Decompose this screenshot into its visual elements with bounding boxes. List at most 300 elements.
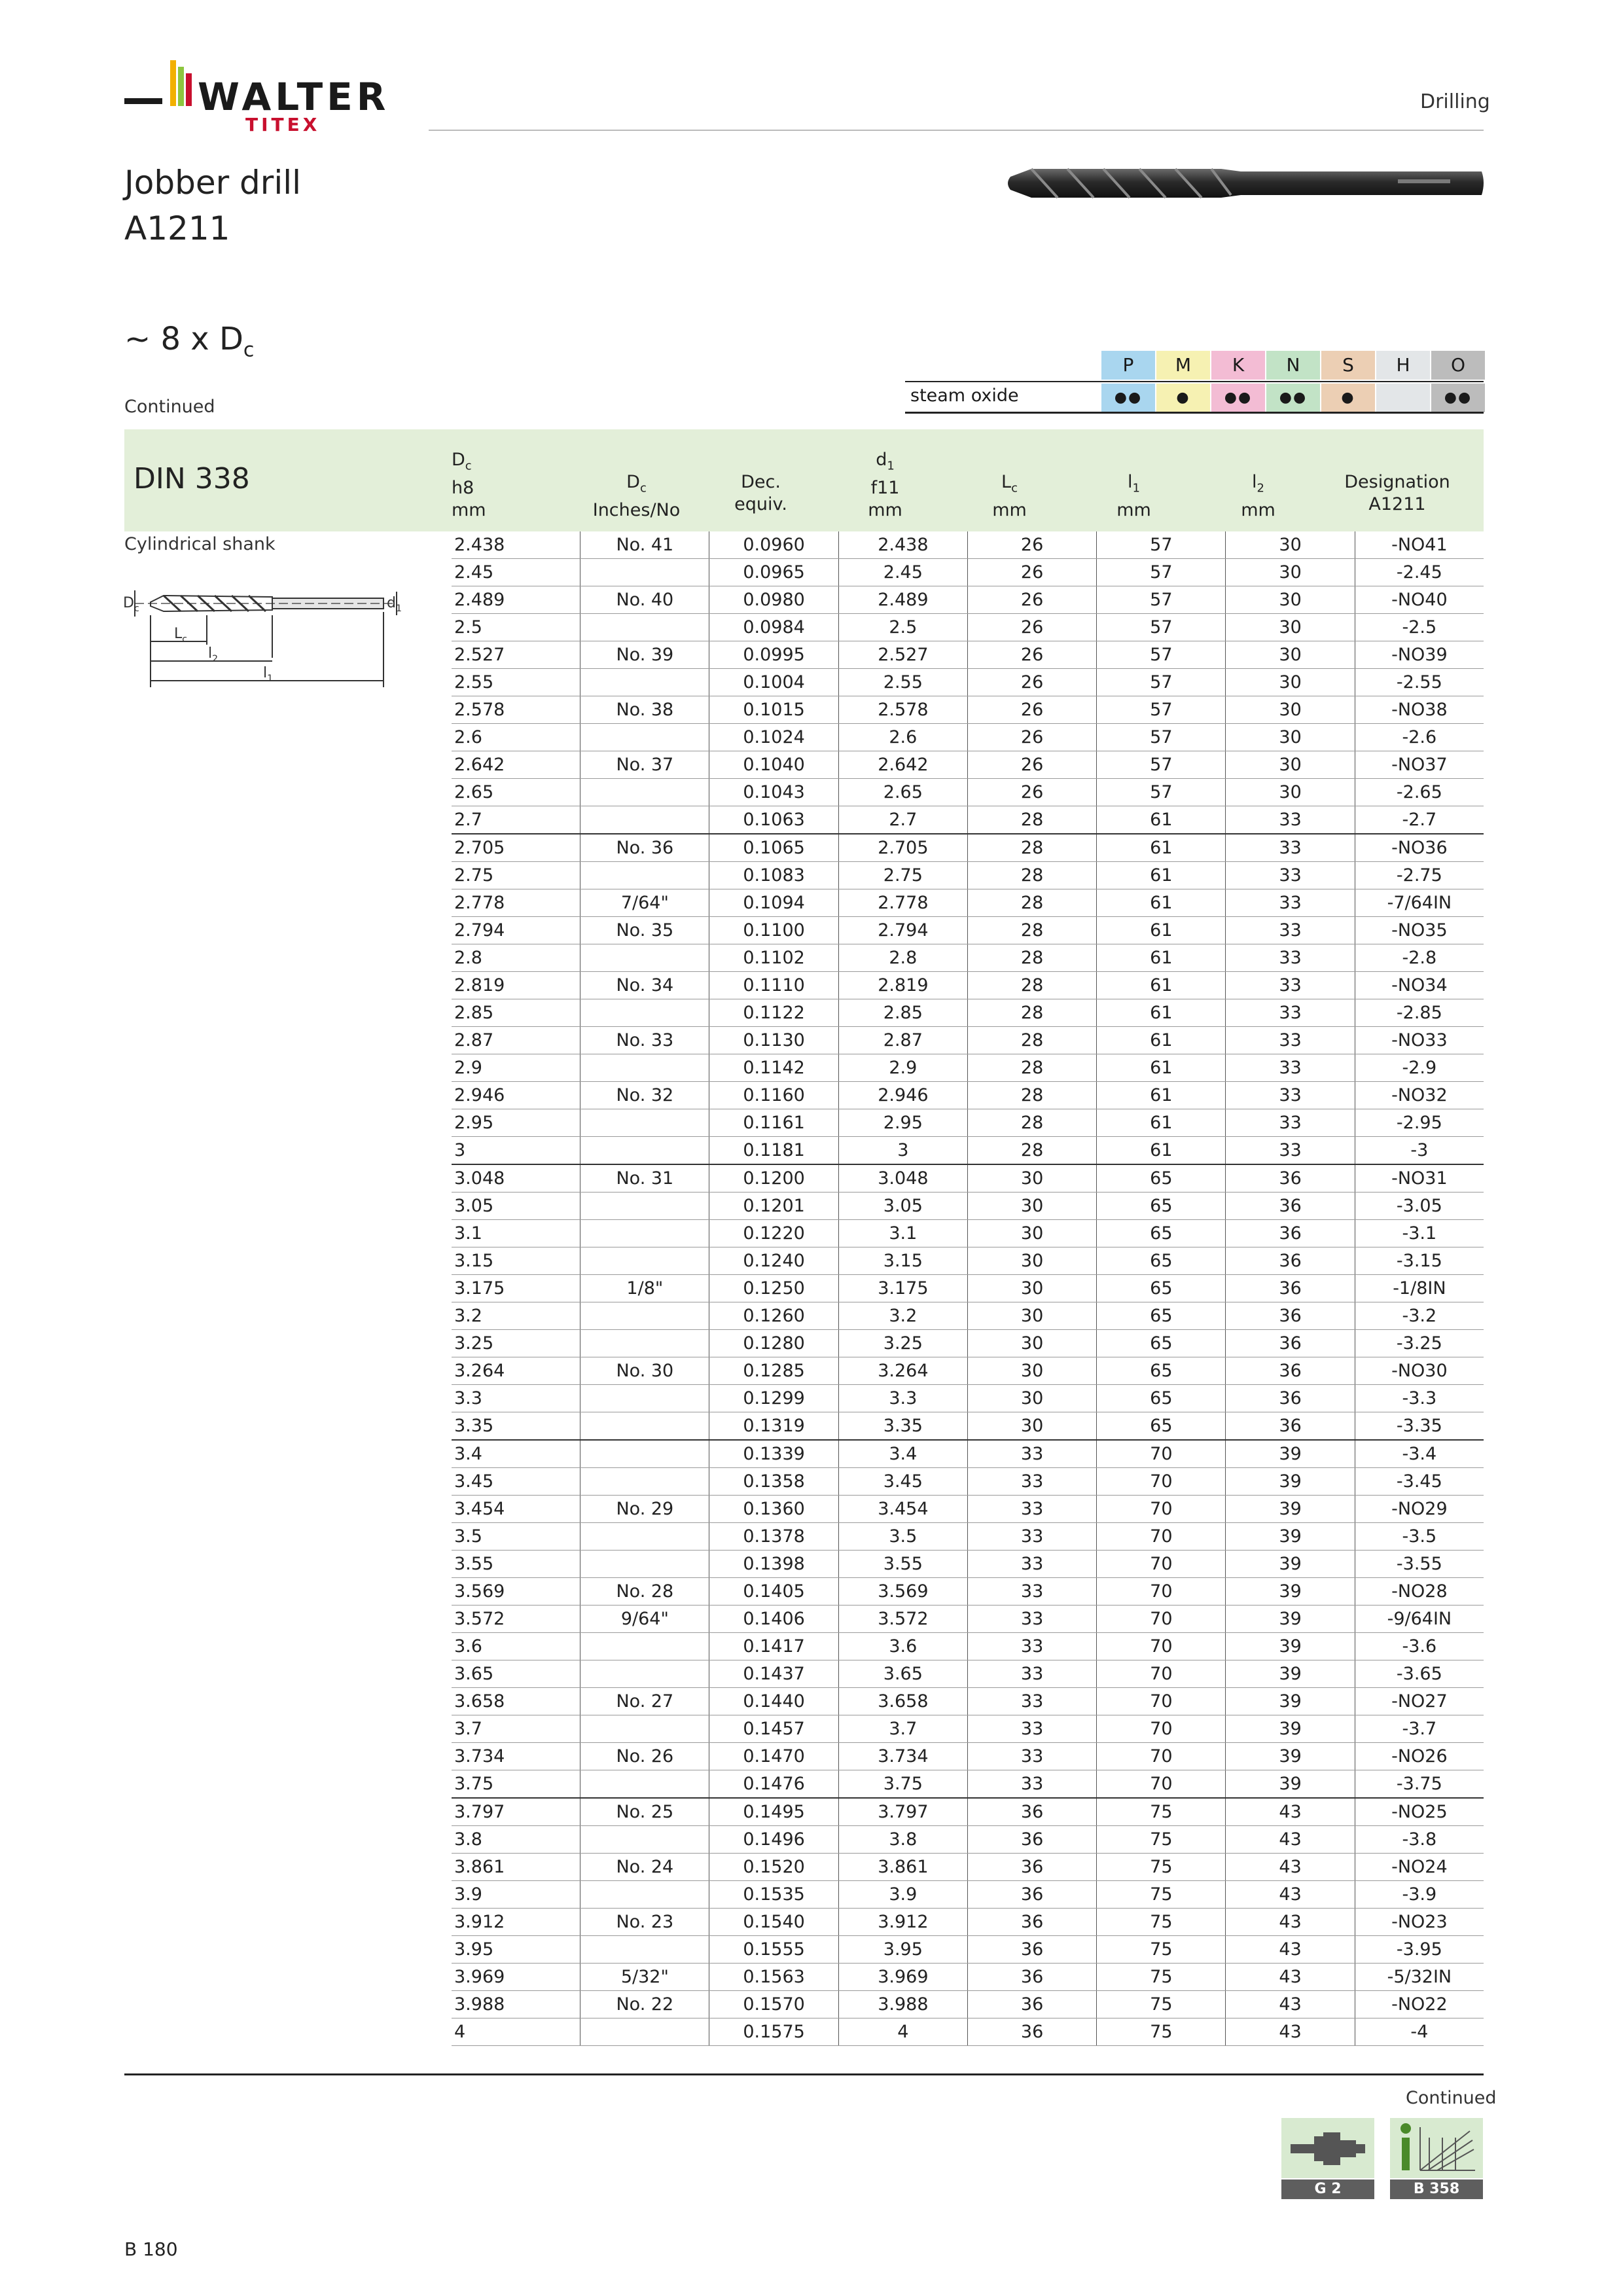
table-cell: 39 (1226, 1605, 1355, 1633)
table-cell: No. 29 (580, 1496, 709, 1523)
table-cell: 36 (1226, 1247, 1355, 1275)
table-cell: 33 (967, 1468, 1096, 1496)
table-row (452, 1027, 1484, 1054)
table-cell (580, 559, 709, 586)
table-cell: -3.1 (1355, 1220, 1484, 1247)
table-cell: No. 35 (580, 917, 709, 944)
table-cell: 3.2 (452, 1302, 580, 1330)
table-cell: -NO26 (1355, 1743, 1484, 1770)
table-cell (580, 1054, 709, 1082)
table-cell: No. 40 (580, 586, 709, 614)
table-cell: 30 (967, 1193, 1096, 1220)
table-cell: 2.438 (452, 531, 580, 559)
table-cell: 3.797 (838, 1798, 967, 1826)
table-cell: 28 (967, 1027, 1096, 1054)
table-cell: 28 (967, 889, 1096, 917)
table-row (452, 1854, 1484, 1881)
table-row (452, 889, 1484, 917)
table-cell: 39 (1226, 1578, 1355, 1605)
header-rule (429, 130, 1484, 131)
table-cell: 4 (452, 2018, 580, 2046)
table-row (452, 1247, 1484, 1275)
table-cell: 70 (1097, 1578, 1226, 1605)
table-cell: 2.75 (452, 862, 580, 889)
table-cell: -3.3 (1355, 1385, 1484, 1412)
table-cell: 0.1110 (709, 972, 838, 999)
table-cell: 0.1563 (709, 1964, 838, 1991)
table-cell: 3 (452, 1137, 580, 1165)
table-cell: 2.5 (452, 614, 580, 641)
reference-badge-g2[interactable] (1281, 2118, 1374, 2197)
dimension-table (452, 531, 1484, 2046)
table-cell: 30 (967, 1385, 1096, 1412)
table-cell: 57 (1097, 559, 1226, 586)
table-cell: 3.658 (838, 1688, 967, 1715)
table-cell: 39 (1226, 1633, 1355, 1660)
table-cell: 26 (967, 641, 1096, 669)
drawing-label-dc: D (123, 595, 134, 611)
table-cell: 0.1339 (709, 1440, 838, 1468)
table-cell: 26 (967, 559, 1096, 586)
table-cell: 3.55 (452, 1551, 580, 1578)
table-cell: 0.1161 (709, 1109, 838, 1137)
table-cell: 33 (1226, 1137, 1355, 1165)
table-cell: 33 (1226, 944, 1355, 972)
table-row (452, 806, 1484, 834)
table-cell: 3.65 (452, 1660, 580, 1688)
table-cell: 0.1540 (709, 1909, 838, 1936)
table-cell: -NO36 (1355, 834, 1484, 862)
table-cell: 2.55 (838, 669, 967, 696)
table-cell: No. 30 (580, 1357, 709, 1385)
table-cell: 3.4 (452, 1440, 580, 1468)
table-cell: 0.1440 (709, 1688, 838, 1715)
drawing-label-lc: L (174, 626, 183, 642)
table-cell: 30 (1226, 696, 1355, 724)
table-cell: 0.1100 (709, 917, 838, 944)
table-cell: 2.87 (452, 1027, 580, 1054)
table-cell: 3.175 (452, 1275, 580, 1302)
table-cell: 3.734 (452, 1743, 580, 1770)
table-cell: 3.569 (838, 1578, 967, 1605)
table-cell: 33 (1226, 862, 1355, 889)
table-cell: 57 (1097, 669, 1226, 696)
table-cell: 0.1160 (709, 1082, 838, 1109)
table-cell: -NO23 (1355, 1909, 1484, 1936)
material-o-label: O (1431, 351, 1485, 380)
col-dc-h8: $D_c$ h8 mm (452, 450, 486, 521)
table-cell: 0.1122 (709, 999, 838, 1027)
length-ratio-text: ~ 8 x D (124, 321, 243, 357)
table-cell: -3.8 (1355, 1826, 1484, 1854)
table-cell: -2.5 (1355, 614, 1484, 641)
table-cell: 3.05 (838, 1193, 967, 1220)
logo-stripe (170, 60, 176, 106)
table-cell: 3.45 (838, 1468, 967, 1496)
table-cell: 3.8 (452, 1826, 580, 1854)
table-cell: 2.45 (452, 559, 580, 586)
table-cell (580, 1440, 709, 1468)
table-cell: 36 (1226, 1275, 1355, 1302)
table-cell: 0.1437 (709, 1660, 838, 1688)
table-cell: 65 (1097, 1164, 1226, 1193)
table-cell: 0.1406 (709, 1605, 838, 1633)
table-cell: 28 (967, 862, 1096, 889)
reference-badge-b358[interactable] (1390, 2118, 1483, 2197)
table-cell: 28 (967, 999, 1096, 1027)
table-row (452, 696, 1484, 724)
table-cell: 0.1220 (709, 1220, 838, 1247)
table-cell: 0.1063 (709, 806, 838, 834)
table-cell: 65 (1097, 1412, 1226, 1441)
table-cell: 30 (1226, 559, 1355, 586)
table-cell: 75 (1097, 1991, 1226, 2018)
table-cell: 3.797 (452, 1798, 580, 1826)
table-cell: 30 (967, 1164, 1096, 1193)
table-cell: 33 (967, 1578, 1096, 1605)
table-cell (580, 1936, 709, 1964)
material-h-rating (1376, 384, 1430, 412)
table-cell: 0.1398 (709, 1551, 838, 1578)
svg-text:d1: $d_1$ (387, 595, 402, 614)
table-cell: No. 32 (580, 1082, 709, 1109)
table-cell: 70 (1097, 1715, 1226, 1743)
table-cell: No. 39 (580, 641, 709, 669)
table-cell: 3.8 (838, 1826, 967, 1854)
table-cell: 33 (967, 1743, 1096, 1770)
table-cell: -NO35 (1355, 917, 1484, 944)
table-row (452, 1440, 1484, 1468)
table-row (452, 1082, 1484, 1109)
table-cell: 57 (1097, 614, 1226, 641)
table-cell: 2.5 (838, 614, 967, 641)
table-cell: 0.1457 (709, 1715, 838, 1743)
table-cell: 33 (1226, 999, 1355, 1027)
table-cell: 5/32" (580, 1964, 709, 1991)
material-rule (905, 381, 1484, 382)
table-cell: -2.95 (1355, 1109, 1484, 1137)
table-row (452, 1991, 1484, 2018)
table-row (452, 1302, 1484, 1330)
material-s-label: S (1321, 351, 1375, 380)
table-cell: 61 (1097, 806, 1226, 834)
table-cell: 33 (1226, 1082, 1355, 1109)
table-cell: 30 (967, 1357, 1096, 1385)
table-cell: 0.0995 (709, 641, 838, 669)
table-cell: 28 (967, 1082, 1096, 1109)
table-cell: 39 (1226, 1468, 1355, 1496)
logo-bar (124, 98, 162, 104)
table-row (452, 1633, 1484, 1660)
table-cell: 39 (1226, 1743, 1355, 1770)
walter-titex-logo (124, 60, 399, 135)
table-cell: 33 (967, 1605, 1096, 1633)
table-cell: 3.969 (452, 1964, 580, 1991)
table-row (452, 1743, 1484, 1770)
table-cell: 0.1570 (709, 1991, 838, 2018)
table-cell: 61 (1097, 972, 1226, 999)
table-cell: 3.175 (838, 1275, 967, 1302)
table-cell: 3.454 (452, 1496, 580, 1523)
svg-text:l2: $l_2$ (208, 645, 219, 664)
table-cell: 3.4 (838, 1440, 967, 1468)
table-cell: 36 (1226, 1357, 1355, 1385)
table-cell: 0.1102 (709, 944, 838, 972)
table-cell: 3.25 (838, 1330, 967, 1357)
svg-text:Dc: $D_c$ (123, 595, 139, 614)
badge-label: B 358 (1390, 2179, 1483, 2199)
table-cell: No. 31 (580, 1164, 709, 1193)
table-cell: 30 (1226, 751, 1355, 779)
table-cell: 39 (1226, 1523, 1355, 1551)
table-cell: 0.1535 (709, 1881, 838, 1909)
table-cell: 3.15 (452, 1247, 580, 1275)
table-row (452, 1909, 1484, 1936)
table-cell: -NO28 (1355, 1578, 1484, 1605)
table-cell: 57 (1097, 641, 1226, 669)
table-cell: No. 37 (580, 751, 709, 779)
table-cell: 61 (1097, 1109, 1226, 1137)
table-cell: 2.95 (838, 1109, 967, 1137)
logo-stripe (186, 73, 192, 106)
table-cell (580, 2018, 709, 2046)
continued-label: Continued (124, 397, 215, 417)
table-cell: 3.25 (452, 1330, 580, 1357)
table-cell: 2.819 (838, 972, 967, 999)
table-cell: 36 (1226, 1220, 1355, 1247)
table-cell: 0.1015 (709, 696, 838, 724)
table-cell: 2.527 (452, 641, 580, 669)
table-cell: -3.05 (1355, 1193, 1484, 1220)
table-cell: 0.0960 (709, 531, 838, 559)
table-cell: 2.7 (452, 806, 580, 834)
table-cell: 0.1065 (709, 834, 838, 862)
table-cell: 33 (967, 1496, 1096, 1523)
table-cell (580, 1385, 709, 1412)
table-cell: 57 (1097, 586, 1226, 614)
material-p-label: P (1101, 351, 1155, 380)
table-cell: 36 (967, 1854, 1096, 1881)
table-cell: 2.794 (838, 917, 967, 944)
table-cell: -3.35 (1355, 1412, 1484, 1441)
table-cell: -3.2 (1355, 1302, 1484, 1330)
table-cell: 9/64" (580, 1605, 709, 1633)
table-cell: -2.6 (1355, 724, 1484, 751)
table-cell: -3.5 (1355, 1523, 1484, 1551)
table-cell: 28 (967, 806, 1096, 834)
table-cell: 39 (1226, 1496, 1355, 1523)
table-cell: 3.7 (452, 1715, 580, 1743)
col-dec-equiv: Dec. equiv. (734, 472, 787, 514)
table-row (452, 1275, 1484, 1302)
table-cell: 33 (967, 1660, 1096, 1688)
table-cell: 36 (1226, 1164, 1355, 1193)
table-cell: 3.3 (838, 1385, 967, 1412)
table-cell: 61 (1097, 1137, 1226, 1165)
table-cell (580, 1412, 709, 1441)
table-cell: 3.2 (838, 1302, 967, 1330)
table-row (452, 1798, 1484, 1826)
table-cell: 43 (1226, 1991, 1355, 2018)
table-cell: 2.87 (838, 1027, 967, 1054)
table-cell: 28 (967, 1137, 1096, 1165)
svg-text:l1: $l_1$ (263, 665, 274, 684)
col-lc: $L_c$ mm (992, 472, 1027, 521)
table-row (452, 1164, 1484, 1193)
table-cell: 36 (967, 1826, 1096, 1854)
table-cell: 61 (1097, 834, 1226, 862)
table-cell: 0.1040 (709, 751, 838, 779)
table-cell: -NO34 (1355, 972, 1484, 999)
table-cell: -5/32IN (1355, 1964, 1484, 1991)
table-row (452, 1936, 1484, 1964)
table-cell: No. 33 (580, 1027, 709, 1054)
table-row (452, 1715, 1484, 1743)
table-cell (580, 1551, 709, 1578)
table-cell: 75 (1097, 1936, 1226, 1964)
table-cell: 70 (1097, 1688, 1226, 1715)
table-cell: 70 (1097, 1440, 1226, 1468)
table-cell: 39 (1226, 1715, 1355, 1743)
table-cell: No. 25 (580, 1798, 709, 1826)
table-row (452, 1578, 1484, 1605)
table-cell: 0.1555 (709, 1936, 838, 1964)
table-cell: 7/64" (580, 889, 709, 917)
table-cell: 65 (1097, 1302, 1226, 1330)
table-cell: -NO25 (1355, 1798, 1484, 1826)
section-label: Drilling (1420, 90, 1490, 113)
table-cell: 39 (1226, 1770, 1355, 1799)
table-cell: 2.7 (838, 806, 967, 834)
table-cell: 26 (967, 779, 1096, 806)
table-cell: -7/64IN (1355, 889, 1484, 917)
table-cell: 28 (967, 834, 1096, 862)
table-cell: 0.0980 (709, 586, 838, 614)
table-cell: -NO22 (1355, 1991, 1484, 2018)
table-cell: 61 (1097, 889, 1226, 917)
table-row (452, 1688, 1484, 1715)
table-cell: 30 (1226, 586, 1355, 614)
table-cell (580, 1633, 709, 1660)
table-row (452, 1551, 1484, 1578)
table-cell: 43 (1226, 1936, 1355, 1964)
table-cell (580, 724, 709, 751)
table-cell: 2.705 (452, 834, 580, 862)
table-cell: 30 (967, 1220, 1096, 1247)
tool-holder-icon (1281, 2118, 1374, 2178)
table-cell: -1/8IN (1355, 1275, 1484, 1302)
table-cell: 3.5 (838, 1523, 967, 1551)
table-cell: 70 (1097, 1770, 1226, 1799)
table-cell: 33 (1226, 1027, 1355, 1054)
table-cell: 2.6 (838, 724, 967, 751)
table-row (452, 1881, 1484, 1909)
shank-type-label: Cylindrical shank (124, 534, 276, 554)
table-cell: 30 (1226, 641, 1355, 669)
table-cell: 2.705 (838, 834, 967, 862)
table-cell: No. 36 (580, 834, 709, 862)
table-cell: 2.65 (838, 779, 967, 806)
table-cell (580, 1826, 709, 1854)
table-cell: 3.048 (452, 1164, 580, 1193)
table-cell: 3.861 (452, 1854, 580, 1881)
table-cell: 2.65 (452, 779, 580, 806)
table-cell: 36 (967, 1909, 1096, 1936)
table-cell: 3 (838, 1137, 967, 1165)
coating-label: steam oxide (910, 386, 1019, 406)
table-cell: 26 (967, 669, 1096, 696)
table-cell: 3.912 (452, 1909, 580, 1936)
table-cell: -NO37 (1355, 751, 1484, 779)
logo-titex: TITEX (245, 114, 321, 135)
table-cell: 36 (967, 1798, 1096, 1826)
table-cell (580, 1330, 709, 1357)
table-row (452, 972, 1484, 999)
table-cell: 61 (1097, 1054, 1226, 1082)
table-cell: 65 (1097, 1357, 1226, 1385)
table-cell: 75 (1097, 1826, 1226, 1854)
table-cell: 2.75 (838, 862, 967, 889)
table-cell: 0.1260 (709, 1302, 838, 1330)
drawing-label-l2: l (208, 645, 213, 662)
table-cell: 3.7 (838, 1715, 967, 1743)
table-cell: 2.438 (838, 531, 967, 559)
table-cell: 33 (1226, 806, 1355, 834)
table-cell: -NO29 (1355, 1496, 1484, 1523)
material-m-label: M (1156, 351, 1210, 380)
table-cell: 2.527 (838, 641, 967, 669)
table-cell: 70 (1097, 1551, 1226, 1578)
table-cell: 36 (967, 2018, 1096, 2046)
table-cell: 2.794 (452, 917, 580, 944)
table-cell: 3.75 (452, 1770, 580, 1799)
table-cell: 3.6 (838, 1633, 967, 1660)
table-cell: -9/64IN (1355, 1605, 1484, 1633)
table-cell: -NO27 (1355, 1688, 1484, 1715)
col-dc-inch: $D_c$ Inches/No (592, 472, 681, 521)
col-designation: Designation A1211 (1344, 472, 1450, 514)
table-cell: 33 (1226, 1109, 1355, 1137)
table-cell (580, 1523, 709, 1551)
drill-photo (1005, 162, 1486, 203)
table-row (452, 1220, 1484, 1247)
table-cell (580, 669, 709, 696)
table-cell: 3.35 (452, 1412, 580, 1441)
table-cell: 3.912 (838, 1909, 967, 1936)
table-cell: 2.578 (452, 696, 580, 724)
table-cell: 0.1470 (709, 1743, 838, 1770)
table-row (452, 944, 1484, 972)
table-cell: -3.65 (1355, 1660, 1484, 1688)
table-cell: 43 (1226, 1881, 1355, 1909)
material-rule-bottom (905, 412, 1484, 414)
table-cell: 61 (1097, 999, 1226, 1027)
drill-dimension-drawing (122, 576, 410, 707)
table-cell: 2.778 (452, 889, 580, 917)
table-cell: 39 (1226, 1551, 1355, 1578)
table-row (452, 1330, 1484, 1357)
table-cell: 36 (1226, 1302, 1355, 1330)
table-cell: 3.1 (452, 1220, 580, 1247)
table-cell: 36 (967, 1881, 1096, 1909)
table-cell: -3.9 (1355, 1881, 1484, 1909)
table-cell: 26 (967, 724, 1096, 751)
table-row (452, 1826, 1484, 1854)
table-cell: 43 (1226, 1826, 1355, 1854)
table-cell: -NO31 (1355, 1164, 1484, 1193)
table-cell (580, 806, 709, 834)
table-cell: No. 41 (580, 531, 709, 559)
